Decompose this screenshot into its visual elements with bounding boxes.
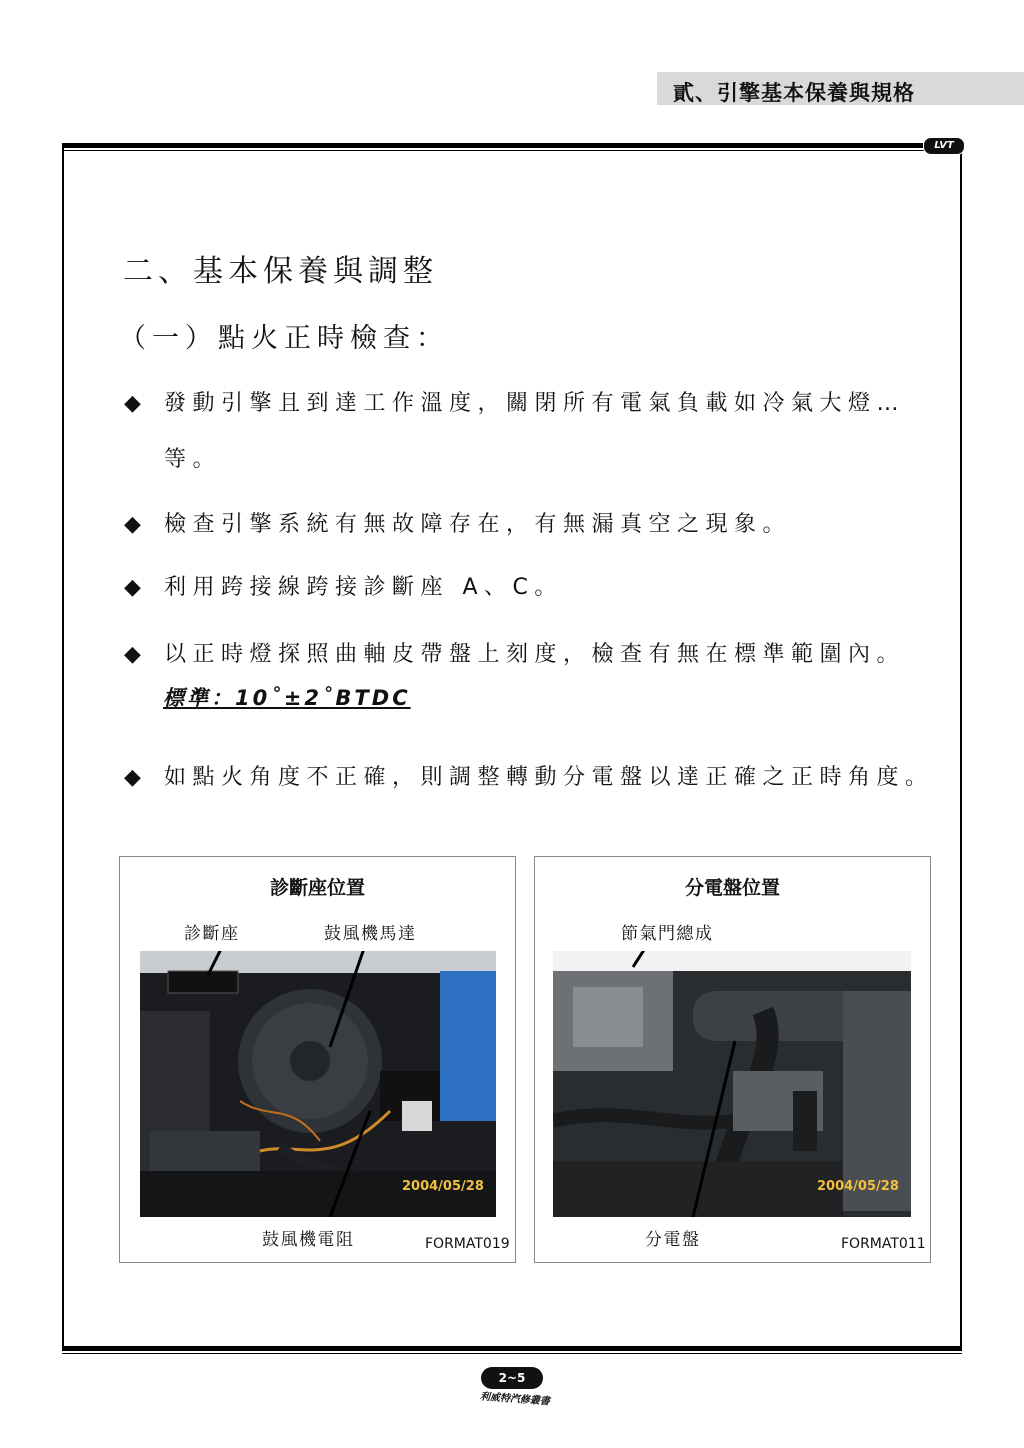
top-rule bbox=[62, 143, 962, 148]
bottom-rule bbox=[62, 1346, 962, 1351]
bullet-text: 利用跨接線跨接診斷座 A、C。 bbox=[164, 575, 563, 600]
format-code: FORMAT019 bbox=[425, 1236, 510, 1252]
label-blower-motor: 鼓風機馬達 bbox=[324, 924, 417, 944]
frame-right bbox=[960, 143, 962, 1351]
bullet-text: 如點火角度不正確，則調整轉動分電盤以達正確之正時角度。 bbox=[164, 765, 934, 790]
chapter-tab bbox=[657, 72, 1024, 105]
publisher-logo: 利威特汽修叢書 bbox=[479, 1391, 551, 1408]
diamond-bullet-icon: ◆ bbox=[124, 575, 148, 600]
figure-panel-diagnostic bbox=[119, 856, 516, 1263]
engine-photo-illustration bbox=[553, 951, 911, 1217]
label-blower-resistor: 鼓風機電阻 bbox=[262, 1230, 355, 1250]
diamond-bullet-icon: ◆ bbox=[124, 765, 148, 790]
sub-title: （一）點火正時檢查： bbox=[119, 323, 449, 354]
photo-diagnostic-location bbox=[140, 951, 496, 1217]
format-code: FORMAT011 bbox=[841, 1236, 926, 1252]
figure-caption: 分電盤位置 bbox=[684, 877, 780, 899]
page-number: 2~5 bbox=[481, 1367, 543, 1389]
diamond-bullet-icon: ◆ bbox=[124, 512, 148, 537]
top-rule-thin bbox=[62, 150, 962, 151]
label-throttle-body: 節氣門總成 bbox=[621, 924, 714, 944]
frame-left bbox=[62, 143, 64, 1351]
bullet-text: 發動引擎且到達工作溫度，關閉所有電氣負載如冷氣大燈…等。 bbox=[164, 391, 906, 472]
label-diagnostic-connector: 診斷座 bbox=[184, 924, 240, 944]
diamond-bullet-icon: ◆ bbox=[124, 642, 148, 667]
figure-caption: 診斷座位置 bbox=[269, 877, 365, 899]
diamond-bullet-icon: ◆ bbox=[124, 391, 148, 416]
standard-spec: 標準：10˚±2˚BTDC bbox=[163, 686, 411, 710]
photo-date-stamp: 2004/05/28 bbox=[402, 1179, 484, 1194]
brand-logo: LVT bbox=[923, 137, 965, 155]
label-distributor: 分電盤 bbox=[645, 1230, 701, 1250]
figure-panel-distributor bbox=[534, 856, 931, 1263]
bullet-text: 以正時燈探照曲軸皮帶盤上刻度，檢查有無在標準範圍內。 bbox=[164, 642, 906, 667]
photo-distributor-location bbox=[553, 951, 911, 1217]
chapter-title: 貳、引擎基本保養與規格 bbox=[673, 81, 915, 105]
bullet-text: 檢查引擎系統有無故障存在，有無漏真空之現象。 bbox=[164, 512, 792, 537]
bottom-rule-thin bbox=[62, 1353, 962, 1354]
section-title: 二、基本保養與調整 bbox=[123, 254, 438, 289]
blower-photo-illustration bbox=[140, 951, 496, 1217]
photo-date-stamp: 2004/05/28 bbox=[817, 1179, 899, 1194]
